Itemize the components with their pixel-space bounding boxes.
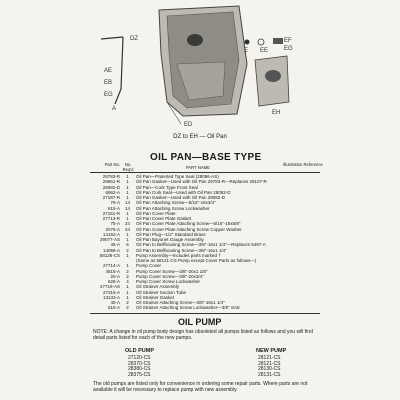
part-name: Oil Pan Cover Plate Attaching Screw—5/16"-18x5/8" xyxy=(136,221,241,227)
quantity: 24 xyxy=(124,221,130,227)
part-number: 14058-A xyxy=(102,247,120,253)
quantity: 1 xyxy=(126,231,129,237)
part-number: 615-A xyxy=(107,205,120,211)
new-pump-number: 28130-CS xyxy=(258,366,281,372)
part-name: Oil Strainer Gasket xyxy=(136,294,175,300)
quantity: 24 xyxy=(124,226,130,232)
table-end-rule xyxy=(90,313,320,314)
part-number: 14152-A xyxy=(102,231,120,237)
part-name: Oil Pan to Bellhousing Screw—3/8"-16x1 1/4" xyxy=(136,247,227,253)
part-number: 29661-R xyxy=(102,179,120,185)
part-name: Oil Strainer Attaching Screw Lockwasher—3/8" SAE xyxy=(136,305,240,311)
header-rule xyxy=(90,172,320,173)
quantity: 1 xyxy=(126,294,129,300)
part-number: 27151-R xyxy=(102,210,120,216)
header-illustration-ref: Illustration Reference xyxy=(283,162,323,167)
part-number: 45-A xyxy=(110,242,120,248)
oil-pan-drawing xyxy=(159,6,247,124)
quantity: 1 xyxy=(126,252,129,258)
part-number: 76-A xyxy=(110,200,120,206)
old-pump-number: 28370-CS xyxy=(128,360,151,367)
part-number: 13133-A xyxy=(102,294,120,300)
quantity: 4 xyxy=(126,279,129,284)
label-ae: AE xyxy=(104,68,113,74)
label-a: A xyxy=(112,106,117,112)
part-number: 75-A xyxy=(110,221,120,227)
quantity: 2 xyxy=(126,268,129,274)
part-name: Pump Cover xyxy=(136,263,162,269)
label-ee: EE xyxy=(260,48,269,54)
quantity: 1 xyxy=(126,263,129,269)
label-eh: EH xyxy=(272,110,281,116)
part-name: Oil Pan Cover Plate xyxy=(136,210,176,216)
part-number: 6962-A xyxy=(105,189,120,195)
part-number: 628-A xyxy=(107,279,120,284)
part-name: Oil Pan Attaching Screw—5/16"-18x3/4" xyxy=(136,200,216,206)
part-name: Pump Cover Screw—3/8"-20x1 1/8" xyxy=(136,268,208,274)
quantity: 1 xyxy=(126,284,129,290)
part-number: 27713-R xyxy=(102,216,120,221)
part-number: 29077-AS xyxy=(99,237,120,242)
part-name: Pump Cover Screw Lockwasher xyxy=(136,279,201,284)
new-pump-number: 28131-CS xyxy=(258,371,281,378)
quantity: 1 xyxy=(126,210,129,216)
part-name: Oil Pan Cork Seal—Used with Oil Pan 28082-D xyxy=(136,189,231,195)
label-eg-right: EG xyxy=(284,46,293,52)
quantity: 14 xyxy=(124,200,130,206)
label-ef: EF xyxy=(284,38,292,44)
section-title-oil-pump: OIL PUMP xyxy=(178,317,222,327)
part-name: Oil Pan Cover Plate Attaching Screw Copper Washer xyxy=(136,226,242,232)
header-part-no: Part No. xyxy=(104,162,120,167)
part-name: Oil Strainer Assembly xyxy=(136,284,180,290)
part-number: 28082-D xyxy=(102,184,120,190)
quantity: 2 xyxy=(126,247,129,253)
quantity: 1 xyxy=(126,237,129,242)
part-name: Oil Pan Cover Plate Gasket xyxy=(136,216,192,221)
quantity: 2 xyxy=(126,273,129,279)
new-pump-number: 28121-CS xyxy=(258,360,281,367)
part-name: (Same as 58121-CS Pump except Cover Parts as follows—) xyxy=(136,258,257,263)
new-pump-header: NEW PUMP xyxy=(256,348,287,354)
part-name: Oil Pan—Cork Type Front Seal xyxy=(136,184,198,190)
part-name: Oil Pan Attaching Screw Lockwasher xyxy=(136,205,210,211)
oil-pump-footer: The old pumps are listed only for convenience in ordering some repair parts. Where parts are not available it will be necessary to replace pump with new assembly. xyxy=(93,381,308,393)
part-name: Oil Pan Plug—1/2" Standard Brass xyxy=(136,231,206,237)
old-pump-number: 28380-CS xyxy=(128,366,151,372)
part-name: Oil Pan to Bellhousing Screw—3/8"-16x1 1/4"—Replaces 5497-A xyxy=(136,242,266,248)
quantity: 6 xyxy=(126,242,129,248)
quantity: 1 xyxy=(126,216,129,221)
quantity: 1 xyxy=(126,289,129,295)
strainer-drawing xyxy=(255,56,289,106)
header-no-req: No. Req'd xyxy=(122,162,134,172)
part-number: 615-A xyxy=(107,305,120,311)
part-name: Pump Cover Screw—3/8"-20x3/4" xyxy=(136,273,204,279)
table-row xyxy=(90,305,320,310)
old-pump-number: 28375-CS xyxy=(128,371,151,378)
part-number: 20-A xyxy=(110,273,120,279)
part-number: 58128-CS xyxy=(99,252,120,258)
quantity: 1 xyxy=(126,179,129,185)
part-name: Oil Pan Gasket—Used with Oil Pan 28082-D xyxy=(136,195,226,200)
part-number: 27718-AS xyxy=(99,284,120,290)
label-ed: ED xyxy=(184,122,193,128)
part-name: Oil Pan—Patented Type Seal (28086-AS) xyxy=(136,174,219,179)
part-name: Pump Assembly—Includes parts marked † xyxy=(136,252,221,258)
label-dz: DZ xyxy=(130,36,138,42)
label-eg: EG xyxy=(104,92,113,98)
label-eb: EB xyxy=(104,80,113,86)
part-number: 45-A xyxy=(110,300,120,305)
part-number: 27315-A xyxy=(102,289,120,295)
quantity: 1 xyxy=(126,174,129,179)
quantity: 2 xyxy=(126,300,129,305)
new-pump-number: 28121-CS xyxy=(258,355,281,361)
figure-caption: DZ to EH — Oil Pan xyxy=(173,134,227,140)
part-number: 27187-R xyxy=(102,195,120,200)
old-pump-header: OLD PUMP xyxy=(125,348,155,354)
quantity: 1 xyxy=(126,195,129,200)
part-name: Oil Pan Gasket—Used with Oil Pan 29783-R—Replaces 28107-R xyxy=(136,179,267,185)
oil-pan-illustration xyxy=(97,4,307,126)
part-number: 4615-A xyxy=(105,268,120,274)
part-name: Oil Pan Bayonet Gauge Assembly xyxy=(136,237,204,242)
quantity: 1 xyxy=(126,184,129,190)
small-parts-drawing xyxy=(245,38,284,45)
part-number: 29783-R xyxy=(102,174,120,179)
quantity: 14 xyxy=(124,205,130,211)
part-number: 27714-A xyxy=(102,263,120,269)
oil-pump-note: NOTE: A change in oil pump body design has obsoleted all pumps listed as follows and you will find detail parts listed for each of the new pumps. xyxy=(93,329,313,341)
header-part-name: PART NAME xyxy=(186,165,210,170)
quantity: 1 xyxy=(126,189,129,195)
section-title-oil-pan: OIL PAN—BASE TYPE xyxy=(150,152,262,163)
part-number: 2075-A xyxy=(105,226,120,232)
part-name: Oil Strainer Attaching Screw—3/8"-16x1 1/4" xyxy=(136,300,225,305)
old-pump-number: 27120-CS xyxy=(128,355,151,361)
part-name: Oil Strainer Suction Tube xyxy=(136,289,187,295)
quantity: 2 xyxy=(126,305,129,311)
label-e: E xyxy=(244,48,249,54)
